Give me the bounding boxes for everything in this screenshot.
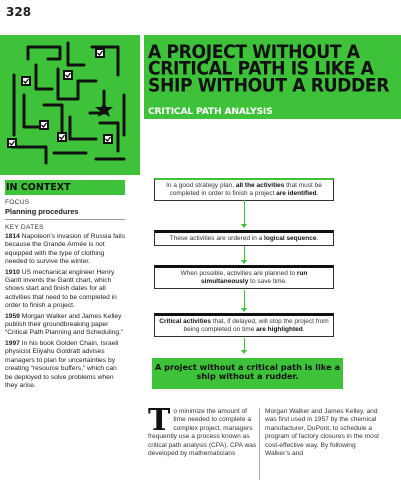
flow-step-1: In a good strategy plan, all the activities that must be completed in order to finish a project are identified.: [154, 178, 334, 201]
body-text: Morgan Walker and James Kelley, and was first used in 1957 by the chemical manufacturer, DuPont, to schedule a program of factory closures in the most cost-effective way. By following Walker’s and: [265, 408, 379, 458]
flow-connector: [244, 290, 245, 310]
in-context-panel: [5, 180, 125, 390]
date-year: 1814: [5, 233, 20, 240]
conclusion-box: A project without a critical path is like a ship without a rudder.: [152, 358, 343, 389]
date-year: 1959: [5, 312, 20, 320]
date-entry: [5, 233, 125, 267]
maze-illustration: [0, 35, 140, 175]
page-number: 328: [6, 5, 32, 19]
arrow-down-icon: [241, 308, 247, 312]
focus-label: FOCUS: [5, 199, 30, 206]
date-year: 1997: [5, 339, 20, 347]
title-line: CRITICAL PATH IS LIKE A: [148, 58, 374, 81]
body-column-1: [148, 403, 259, 458]
body-text: o minimize the amount of time needed to complete a complex project, managers frequently use a process known as critical path analysis (CPA). CPA was developed by mathematicians: [148, 408, 257, 458]
focus-value: Planning procedures: [5, 207, 125, 220]
date-entry: [5, 340, 125, 390]
flow-step-3: When possible, activities are planned to run simultaneously to save time.: [154, 265, 334, 289]
page-subtitle: CRITICAL PATH ANALYSIS: [148, 106, 273, 117]
title-line: A PROJECT WITHOUT A: [148, 41, 360, 64]
star-icon: [95, 101, 113, 117]
page-title: [148, 41, 398, 97]
date-year: 1910: [5, 268, 20, 276]
arrow-down-icon: [241, 224, 247, 228]
date-entry: [5, 313, 125, 338]
date-text: Morgan Walker and James Kelley publish their groundbreaking paper “Critical Path Planning and Scheduling.”: [5, 312, 124, 337]
maze-icon: [0, 35, 140, 175]
flow-step-2: These activities are ordered in a logical sequence.: [154, 230, 334, 246]
title-line: SHIP WITHOUT A RUDDER: [148, 75, 390, 97]
in-context-heading: IN CONTEXT: [5, 180, 125, 195]
date-text: US mechanical engineer Henry Gantt invents the Gantt chart, which shows start and finish dates for all activities that need to be completed in order to finish a project.: [5, 268, 117, 310]
key-dates-label: KEY DATES: [5, 224, 44, 231]
arrow-down-icon: [241, 350, 247, 354]
drop-cap: T: [148, 403, 171, 438]
column-divider: [259, 408, 260, 480]
date-text: Napoleon’s invasion of Russia fails because the Grande Armée is not equipped with the type of clothing needed to survive the winter.: [5, 233, 125, 266]
date-text: In his book Golden Chain, Israeli physicist Eliyahu Goldratt advises managers to plan for uncertainties by creating “resource buffers,” which can be deployed to solve problems when they arise.: [5, 339, 119, 389]
flow-connector: [244, 200, 245, 226]
arrow-down-icon: [241, 260, 247, 264]
body-column-2: [265, 408, 381, 458]
date-entry: [5, 269, 125, 311]
flow-step-4: Critical activities that, if delayed, will stop the project from being completed on time are highlighted.: [154, 313, 334, 337]
